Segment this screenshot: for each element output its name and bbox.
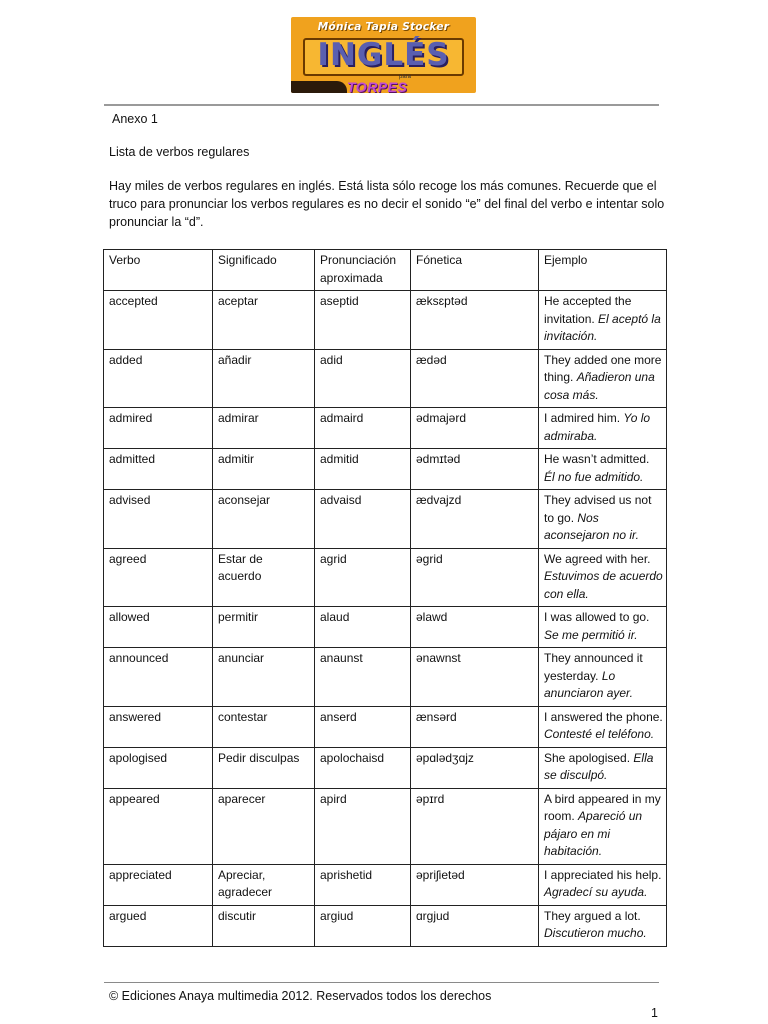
header-verbo: Verbo <box>104 250 213 291</box>
example-english: They announced it yesterday. <box>544 651 643 683</box>
example-cell <box>539 864 667 905</box>
phonetic-cell: ənawnst <box>411 648 539 707</box>
table-row <box>104 449 667 490</box>
phonetic-cell: æksɛptəd <box>411 291 539 350</box>
verb-cell: accepted <box>104 291 213 350</box>
example-english: They argued a lot. <box>544 908 641 923</box>
logo-title: INGLÉS <box>317 37 450 73</box>
example-cell <box>539 449 667 490</box>
table-row <box>104 548 667 607</box>
table-row <box>104 408 667 449</box>
pronunciation-cell: advaisd <box>315 490 411 549</box>
header-ejemplo: Ejemplo <box>539 250 667 291</box>
phonetic-cell: ædəd <box>411 349 539 408</box>
table-row <box>104 747 667 788</box>
phonetic-cell: əgrid <box>411 548 539 607</box>
example-english: I answered the phone. <box>544 709 663 724</box>
header-fonetica: Fónetica <box>411 250 539 291</box>
annex-label: Anexo 1 <box>112 112 158 126</box>
verb-cell: agreed <box>104 548 213 607</box>
logo-para: para <box>399 74 412 80</box>
meaning-cell: admirar <box>213 408 315 449</box>
meaning-cell: anunciar <box>213 648 315 707</box>
meaning-cell: aconsejar <box>213 490 315 549</box>
example-english: I admired him. <box>544 411 621 425</box>
example-english: I appreciated his help. <box>544 867 662 882</box>
example-english: They added one more thing. <box>544 352 662 384</box>
book-logo <box>291 17 476 93</box>
example-english: She apologised. <box>544 750 631 765</box>
example-spanish: Agradecí su ayuda. <box>544 885 648 899</box>
verb-cell: appreciated <box>104 864 213 905</box>
phonetic-cell: ænsərd <box>411 706 539 747</box>
example-cell <box>539 648 667 707</box>
pronunciation-cell: anserd <box>315 706 411 747</box>
meaning-cell: aparecer <box>213 788 315 864</box>
phonetic-cell: əpɑlədʒɑjz <box>411 747 539 788</box>
pronunciation-cell: apird <box>315 788 411 864</box>
table-row <box>104 490 667 549</box>
example-spanish: Ella se disculpó. <box>544 750 654 782</box>
table-row <box>104 905 667 946</box>
meaning-cell: admitir <box>213 449 315 490</box>
phonetic-cell: əpɪrd <box>411 788 539 864</box>
verb-cell: allowed <box>104 607 213 648</box>
footer-copyright: © Ediciones Anaya multimedia 2012. Reservados todos los derechos <box>109 989 492 1003</box>
verb-cell: admitted <box>104 449 213 490</box>
table-row <box>104 291 667 350</box>
verbs-table <box>103 249 667 947</box>
header-pronunciacion: Pronunciación aproximada <box>315 250 411 291</box>
example-english: He accepted the invitation. <box>544 294 632 326</box>
meaning-cell: aceptar <box>213 291 315 350</box>
meaning-cell: permitir <box>213 607 315 648</box>
pronunciation-cell: admaird <box>315 408 411 449</box>
example-spanish: Se me permitió ir. <box>544 627 638 642</box>
example-spanish: Él no fue admitido. <box>544 469 644 484</box>
example-spanish: Apareció un pájaro en mi habitación. <box>544 809 643 858</box>
list-title: Lista de verbos regulares <box>109 145 250 159</box>
pronunciation-cell: alaud <box>315 607 411 648</box>
example-english: A bird appeared in my room. <box>544 791 661 823</box>
example-spanish: Nos aconsejaron no ir. <box>544 510 639 542</box>
logo-decoration <box>291 81 347 93</box>
phonetic-cell: ɑrgjud <box>411 905 539 946</box>
example-english: They advised us not to go. <box>544 493 652 525</box>
example-cell <box>539 747 667 788</box>
pronunciation-cell: apolochaisd <box>315 747 411 788</box>
verb-cell: argued <box>104 905 213 946</box>
phonetic-cell: əpriʃietəd <box>411 864 539 905</box>
example-spanish: Estuvimos de acuerdo con ella. <box>544 569 663 601</box>
example-spanish: Discutieron mucho. <box>544 926 647 940</box>
pronunciation-cell: anaunst <box>315 648 411 707</box>
meaning-cell: Apreciar, agradecer <box>213 864 315 905</box>
example-spanish: Yo lo admiraba. <box>544 411 651 443</box>
example-cell <box>539 349 667 408</box>
verb-cell: advised <box>104 490 213 549</box>
example-cell <box>539 706 667 747</box>
pronunciation-cell: argiud <box>315 905 411 946</box>
example-cell <box>539 905 667 946</box>
example-cell <box>539 408 667 449</box>
example-spanish: Lo anunciaron ayer. <box>544 668 633 700</box>
table-row <box>104 648 667 707</box>
meaning-cell: discutir <box>213 905 315 946</box>
table-row <box>104 864 667 905</box>
example-cell <box>539 291 667 350</box>
example-cell <box>539 548 667 607</box>
phonetic-cell: əlawd <box>411 607 539 648</box>
table-row <box>104 788 667 864</box>
table-row <box>104 607 667 648</box>
footer-divider <box>104 982 659 983</box>
pronunciation-cell: aprishetid <box>315 864 411 905</box>
verb-cell: added <box>104 349 213 408</box>
intro-paragraph: Hay miles de verbos regulares en inglés. Está lista sólo recoge los más comunes. Recuerde que el truco para pronunciar los verbos regulares es no decir el sonido “e” del final del verbo e intentar solo pronunciar la “d”. <box>109 179 665 229</box>
example-spanish: Añadieron una cosa más. <box>544 370 655 402</box>
verb-cell: apologised <box>104 747 213 788</box>
meaning-cell: Pedir disculpas <box>213 747 315 788</box>
example-cell <box>539 490 667 549</box>
meaning-cell: añadir <box>213 349 315 408</box>
example-cell <box>539 607 667 648</box>
logo-subtitle: TORPES <box>347 79 408 93</box>
pronunciation-cell: aseptid <box>315 291 411 350</box>
meaning-cell: contestar <box>213 706 315 747</box>
example-english: I was allowed to go. <box>544 610 650 624</box>
logo-author: Mónica Tapia Stocker <box>317 21 450 33</box>
example-english: We agreed with her. <box>544 551 651 566</box>
header-divider <box>104 104 659 106</box>
phonetic-cell: ədmɪtəd <box>411 449 539 490</box>
verb-cell: announced <box>104 648 213 707</box>
phonetic-cell: ədmajərd <box>411 408 539 449</box>
pronunciation-cell: admitid <box>315 449 411 490</box>
example-english: He wasn’t admitted. <box>544 452 650 466</box>
example-spanish: Contesté el teléfono. <box>544 727 655 741</box>
phonetic-cell: ædvajzd <box>411 490 539 549</box>
verb-cell: answered <box>104 706 213 747</box>
table-row <box>104 349 667 408</box>
pronunciation-cell: adid <box>315 349 411 408</box>
page-number: 1 <box>651 1006 658 1020</box>
table-row <box>104 706 667 747</box>
header-significado: Significado <box>213 250 315 291</box>
meaning-cell: Estar de acuerdo <box>213 548 315 607</box>
example-spanish: El aceptó la invitación. <box>544 311 661 343</box>
example-cell <box>539 788 667 864</box>
verb-cell: appeared <box>104 788 213 864</box>
pronunciation-cell: agrid <box>315 548 411 607</box>
table-header-row <box>104 250 667 291</box>
verb-cell: admired <box>104 408 213 449</box>
